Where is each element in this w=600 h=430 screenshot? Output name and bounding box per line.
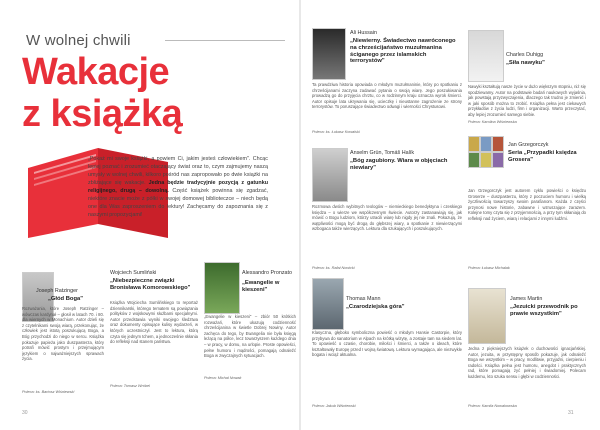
book-credit: Poleca: ks. Bartosz Wiśniewski [22, 390, 75, 394]
book-author: Ali Hussain [350, 30, 377, 36]
section-kicker: W wolnej chwili [26, 32, 131, 49]
book-title: „Jezuicki przewodnik po prawie wszystkim" [510, 304, 578, 317]
book-credit: Poleca: Jakub Wiśniewski [312, 404, 356, 408]
book-covers-groser-series [468, 136, 504, 184]
page-title-line-1: Wakacje [22, 51, 170, 93]
book-title: „Siła nawyku" [506, 60, 545, 66]
book-title: „Bóg zagubiony. Wiara w objęciach niewiary" [350, 158, 448, 171]
book-cover-duhigg [468, 30, 504, 82]
book-credit: Poleca: Łukasz Michalak [468, 266, 510, 270]
book-author: Charles Duhigg [506, 52, 544, 58]
page-gutter [299, 0, 301, 430]
book-credit: Poleca: Karolina Wiśniewska [468, 120, 517, 124]
book-title: „Niebezpieczne związki Bronisława Komorowskiego" [110, 278, 191, 291]
book-author: Jan Grzegorczyk [508, 142, 549, 148]
book-credit: Poleca: Kamila Nowakowska [468, 404, 517, 408]
book-author: Wojciech Sumliński [110, 270, 157, 276]
page-title-line-2: z książką [22, 93, 183, 135]
book-cover-pronzato [204, 262, 240, 314]
book-review: Jedna z piękniejszych książek o duchowości ignacjańskiej. Autor, jezuita, w przystępny sposób pokazuje, jak odnaleźć Boga we wszystkim – w pracy, modlitwie, przyjaźni, cierpieniu i radości. Książka pełna jest humoru, anegdot i praktycznych rad, które pomagają żyć pełniej i świadomiej. Polecam każdemu, kto szuka sensu i głębi w codzienności. [468, 346, 586, 379]
book-cover-mann [312, 278, 344, 330]
book-review: Jan Grzegorczyk jest autorem cyklu powieści o księdzu Groserze – duszpasterzu, który z poczuciem humoru i wielką życzliwością towarzyszy swoim parafianom. Każda z części przynosi nowe historie, zabawne i wzruszające zarazem. Kolejne tomy czyta się z przyjemnością, a przy tym skłaniają do refleksji nad życiem, wiarą i relacjami z innymi ludźmi. [468, 188, 586, 221]
book-title: „Niewierny. Świadectwo nawróconego na chrześcijaństwo muzułmanina ściganego przez islamskich terrorystów" [350, 38, 456, 65]
book-review: „Ewangelie w kieszeni" – zbiór 50 krótkich rozważań, które ukazują codzienność chrześcijanina w świetle Dobrej Nowiny. Autor zachęca do tego, by Ewangelia nie była księgą leżącą na półce, lecz towarzyszem każdego dnia – w pracy, w domu, na urlopie. Proste opowieści, pełne humoru i mądrości, pomagają odnaleźć Boga w zwyczajnych sytuacjach. [204, 314, 296, 359]
book-author: James Martin [510, 296, 543, 302]
book-author: Anselm Grün, Tomáš Halík [350, 150, 415, 156]
intro-paragraph: „Pokaż mi swoje książki, a powiem Ci, jakim jesteś człowiekiem". Chcąc lepiej poznać i zrozumieć otaczający świat oraz to, czym zajmujemy naszą umysły w wolnej chwili, kilkoro pośród nas zapropowało po dwie książki na zbliżające się wakacje. Jedna będzie tradycyjnie pozycją z gatunku religijnego, drugą – dowolną. Część książek powinna się zgadzać, niektóre znacie może z półki w swojej domowej biblioteczce – niech będą one dla Was zaproszeniem do lektury! Zachęcamy do zapoznania się z naszymi propozycjami! [88, 156, 269, 218]
book-author: Thomas Mann [346, 296, 381, 302]
book-review: Klasyczna, głęboko symboliczna powieść o młodym Hansie Castorpie, który przybywa do sanatorium w Alpach na krótką wizytę, a zostaje tam na siedem lat. To opowieść o czasie, chorobie, miłości i śmierci, a także o ideach, które kształtowały Europę przed I wojną światową. Lektura wymagająca, ale niezwykle bogata i wciąż aktualna. [312, 330, 462, 358]
book-title: „Czarodziejska góra" [346, 304, 405, 310]
book-credit: Poleca: Michał Nowak [204, 376, 242, 380]
kicker-rule [165, 40, 285, 41]
book-cover-grun-halik [312, 148, 348, 202]
book-title: „Głód Boga" [48, 296, 83, 302]
page-number-left: 30 [22, 410, 28, 416]
book-cover-martin [468, 288, 506, 344]
book-credit: Poleca: Tomasz Wróbel [110, 384, 150, 388]
book-review: Ta prawdziwa historia opowiada o młodym muzułmaninie, który po spotkaniu z chrześcijanami zaczyna zadawać pytania o swoją wiarę. Jego poszukiwania prowadzą go do przyjęcia chrztu, co w rodzinnym kraju oznacza wyrok śmierci. Autor opisuje lata ukrywania się, ucieczkę i nieustanne zagrożenie ze strony terrorystów. To poruszające świadectwo odwagi i wierności Chrystusowi. [312, 82, 462, 110]
page-number-right: 31 [568, 410, 574, 416]
book-cover-hussain [312, 28, 346, 80]
book-author: Joseph Ratzinger [36, 288, 78, 294]
book-title: Seria „Przypadki księdza Grosera" [508, 150, 577, 163]
book-review: Rozmowa dwóch wybitnych teologów – niemieckiego benedyktyna i czeskiego księdza – o wierze we współczesnym świecie. Autorzy zastanawiają się, jak mówić o Bogu ludziom, którzy utracili wiarę lub nigdy jej nie znali. Pokazują, że wątpliwości mogą być drogą do głębszej wiary, a spotkanie z niewierzącymi wzbogaca także wierzących. Lektura dla szukających i poszukujących. [312, 204, 462, 232]
book-credit: Poleca: ks. Rafał Nowicki [312, 266, 355, 270]
book-author: Alessandro Pronzato [242, 270, 293, 276]
book-title: „Ewangelie w kieszeni" [242, 280, 280, 293]
book-review: Nawyki kształtują nasze życie w dużo większym stopniu, niż się spodziewamy. Autor na podstawie badań naukowych wyjaśnia, jak powstają przyzwyczajenia, dlaczego tak trudno je zmienić i w jaki sposób można to zrobić. Książka pełna jest ciekawych przykładów z życia ludzi, firm i organizacji. Warto przeczytać, aby lepiej zrozumieć samego siebie. [468, 84, 586, 117]
book-review: Rozważania, które Joseph Ratzinger – wówczas kardynał – głosił w latach 70. i 80. dla wiernych w Monachium. Autor dzieli się z czytelnikami swoją wiarą, przekonując, że człowiek jest istotą poszukującą Boga, a Bóg przychodzi do niego w sercu. Książka pokazuje papieża jako duszpasterza, który potrafi mówić prostym i przejmującym językiem o najważniejszych sprawach życia. [22, 306, 104, 362]
book-review: Książka Wojciecha Sumlińskiego to reportaż dziennikarski, którego tematem są powiązania polityków z wojskowymi służbami specjalnymi. Autor przedstawia wyniki swojego śledztwa oraz dokumenty opisujące kulisy wydarzeń, w których uczestniczył. Jest to lektura, którą czyta się jednym tchem, a jednocześnie skłania do refleksji nad stanem państwa. [110, 300, 198, 345]
book-credit: Poleca: ks. Łukasz Kowalski [312, 130, 360, 134]
